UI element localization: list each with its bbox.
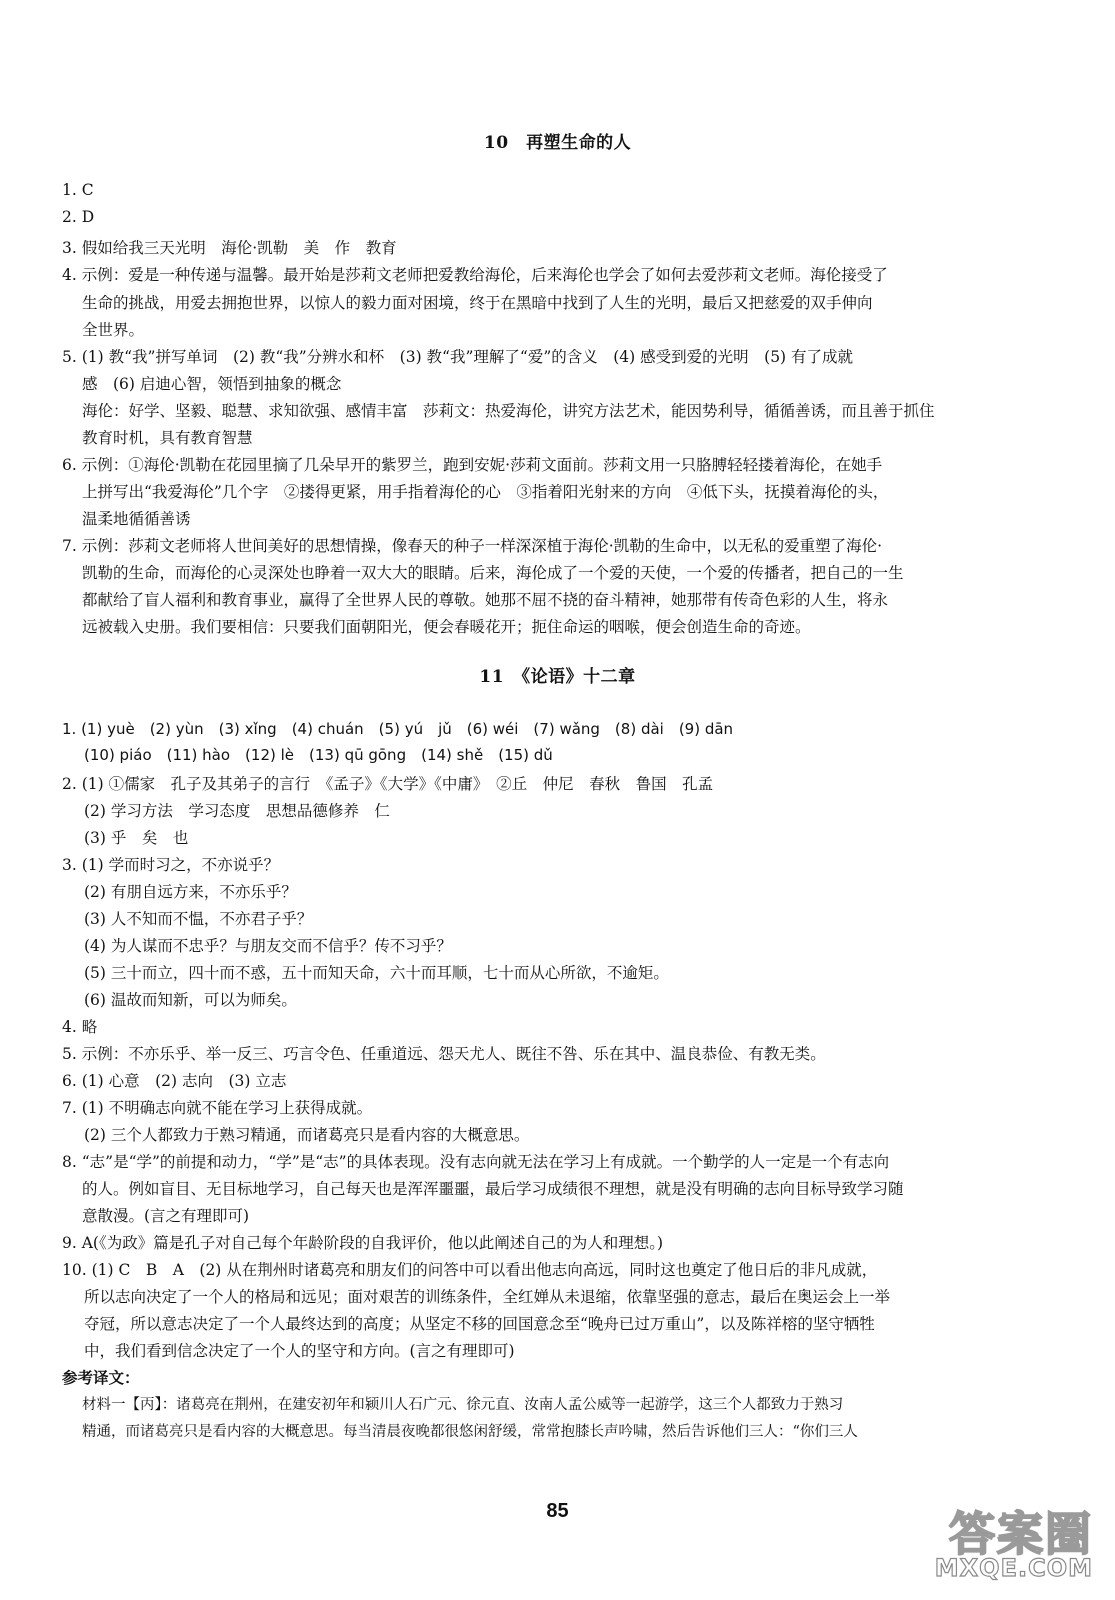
answer-line: 6. 示例：①海伦·凯勒在花园里摘了几朵早开的紫罗兰，跑到安妮·莎莉文面前。莎莉文用一只胳膊轻轻搂着海伦，在她手 bbox=[62, 456, 883, 474]
answer-line: 中，我们看到信念决定了一个人的坚守和方向。(言之有理即可) bbox=[84, 1342, 515, 1360]
answer-line: 精通，而诸葛亮只是看内容的大概意思。每当清晨夜晚都很悠闲舒缓，常常抱膝长声吟啸，然后告诉他们三人：“你们三人 bbox=[82, 1424, 858, 1440]
answer-line: 温柔地循循善诱 bbox=[82, 510, 191, 528]
answer-line: 全世界。 bbox=[82, 321, 145, 339]
answer-line: 6. (1) 心意 (2) 志向 (3) 立志 bbox=[62, 1072, 287, 1090]
answer-line: 1. C bbox=[62, 181, 94, 199]
answer-line: 意散漫。(言之有理即可) bbox=[82, 1207, 250, 1225]
section-11-title: 11 《论语》十二章 bbox=[479, 667, 636, 687]
answer-line: 10. (1) C B A (2) 从在荆州时诸葛亮和朋友们的问答中可以看出他志向高远，同时这也奠定了他日后的非凡成就， bbox=[62, 1261, 878, 1279]
answer-line: 5. (1) 教“我”拼写单词 (2) 教“我”分辨水和杯 (3) 教“我”理解了“爱”的含义 (4) 感受到爱的光明 (5) 有了成就 bbox=[62, 348, 854, 366]
answer-line: 3. (1) 学而时习之，不亦说乎？ bbox=[62, 856, 280, 874]
answer-line: 8. “志”是“学”的前提和动力，“学”是“志”的具体表现。没有志向就无法在学习上有成就。一个勤学的人一定是一个有志向 bbox=[62, 1153, 890, 1171]
answer-line: 海伦：好学、坚毅、聪慧、求知欲强、感情丰富 莎莉文：热爱海伦，讲究方法艺术，能因势利导，循循善诱，而且善于抓住 bbox=[82, 402, 935, 420]
answer-line: (4) 为人谋而不忠乎？与朋友交而不信乎？传不习乎？ bbox=[84, 937, 452, 955]
answer-line: 上拼写出“我爱海伦”几个字 ②搂得更紧，用手指着海伦的心 ③指着阳光射来的方向 ④低下头，抚摸着海伦的头， bbox=[82, 483, 889, 501]
answer-line: 夺冠，所以意志决定了一个人最终达到的高度；从坚定不移的回国意念至“晚舟已过万重山”，以及陈祥榕的坚守牺牲 bbox=[84, 1315, 875, 1333]
answer-line: (6) 温故而知新，可以为师矣。 bbox=[84, 991, 297, 1009]
answer-line: (10) piáo (11) hào (12) lè (13) qū gōng (14) shě (15) dǔ bbox=[84, 746, 553, 764]
answer-line: 7. 示例：莎莉文老师将人世间美好的思想情操，像春天的种子一样深深植于海伦·凯勒的生命中，以无私的爱重塑了海伦· bbox=[62, 537, 883, 555]
answer-line: 教育时机，具有教育智慧 bbox=[82, 429, 253, 447]
answer-line: 的人。例如盲目、无目标地学习，自己每天也是浑浑噩噩，最后学习成绩很不理想，就是没有明确的志向目标导致学习随 bbox=[82, 1180, 904, 1198]
answer-line: 感 (6) 启迪心智，领悟到抽象的概念 bbox=[82, 375, 342, 393]
answer-line: 2. D bbox=[62, 208, 95, 226]
watermark-logo-text: 答案圈 bbox=[949, 1507, 1093, 1561]
answer-line: 7. (1) 不明确志向就不能在学习上获得成就。 bbox=[62, 1099, 373, 1117]
answer-line: 都献给了盲人福利和教育事业，赢得了全世界人民的尊敬。她那不屈不挠的奋斗精神，她那带有传奇色彩的人生，将永 bbox=[82, 591, 889, 609]
page-number: 85 bbox=[546, 1500, 569, 1522]
answer-line: (2) 学习方法 学习态度 思想品德修养 仁 bbox=[84, 802, 390, 820]
answer-line: (5) 三十而立，四十而不惑，五十而知天命，六十而耳顺，七十而从心所欲，不逾矩。 bbox=[84, 964, 669, 982]
answer-line: (3) 乎 矣 也 bbox=[84, 829, 189, 847]
answer-line: 3. 假如给我三天光明 海伦·凯勒 美 作 教育 bbox=[62, 239, 397, 257]
answer-line: 1. (1) yuè (2) yùn (3) xǐng (4) chuán (5) yú jǔ (6) wéi (7) wǎng (8) dài (9) dān bbox=[62, 720, 734, 738]
watermark-logo bbox=[893, 1498, 1093, 1588]
answer-line: (2) 三个人都致力于熟习精通，而诸葛亮只是看内容的大概意思。 bbox=[84, 1126, 530, 1144]
answer-line: 凯勒的生命，而海伦的心灵深处也睁着一双大大的眼睛。后来，海伦成了一个爱的天使，一个爱的传播者，把自己的一生 bbox=[82, 564, 904, 582]
answer-line: (3) 人不知而不愠，不亦君子乎？ bbox=[84, 910, 313, 928]
answer-line: 4. 示例：爱是一种传递与温馨。最开始是莎莉文老师把爱教给海伦，后来海伦也学会了如何去爱莎莉文老师。海伦接受了 bbox=[62, 266, 888, 284]
answer-line: 所以志向决定了一个人的格局和远见；面对艰苦的训练条件，全红婵从未退缩，依靠坚强的意志，最后在奥运会上一举 bbox=[84, 1288, 891, 1306]
answer-line: 2. (1) ①儒家 孔子及其弟子的言行 《孟子》《大学》《中庸》 ②丘 仲尼 春秋 鲁国 孔孟 bbox=[62, 775, 714, 793]
watermark-url: MXQE.COM bbox=[934, 1554, 1093, 1582]
answer-line: 4. 略 bbox=[62, 1018, 98, 1036]
answer-line: 5. 示例：不亦乐乎、举一反三、巧言令色、任重道远、怨天尤人、既往不咎、乐在其中、温良恭俭、有教无类。 bbox=[62, 1045, 826, 1063]
answer-line: 远被载入史册。我们要相信：只要我们面朝阳光，便会春暖花开；扼住命运的咽喉，便会创造生命的奇迹。 bbox=[82, 618, 811, 636]
reference-translation-heading: 参考译文： bbox=[62, 1368, 140, 1387]
answer-line: 9. A(《为政》篇是孔子对自己每个年龄阶段的自我评价，他以此阐述自己的为人和理想。) bbox=[62, 1234, 664, 1252]
answer-line: 材料一【丙】：诸葛亮在荆州，在建安初年和颍川人石广元、徐元直、汝南人孟公威等一起游学，这三个人都致力于熟习 bbox=[82, 1397, 844, 1413]
section-10-title: 10 再塑生命的人 bbox=[483, 133, 632, 153]
answer-line: (2) 有朋自远方来，不亦乐乎？ bbox=[84, 883, 297, 901]
answer-line: 生命的挑战，用爱去拥抱世界，以惊人的毅力面对困境，终于在黑暗中找到了人生的光明，最后又把慈爱的双手伸向 bbox=[82, 294, 873, 312]
